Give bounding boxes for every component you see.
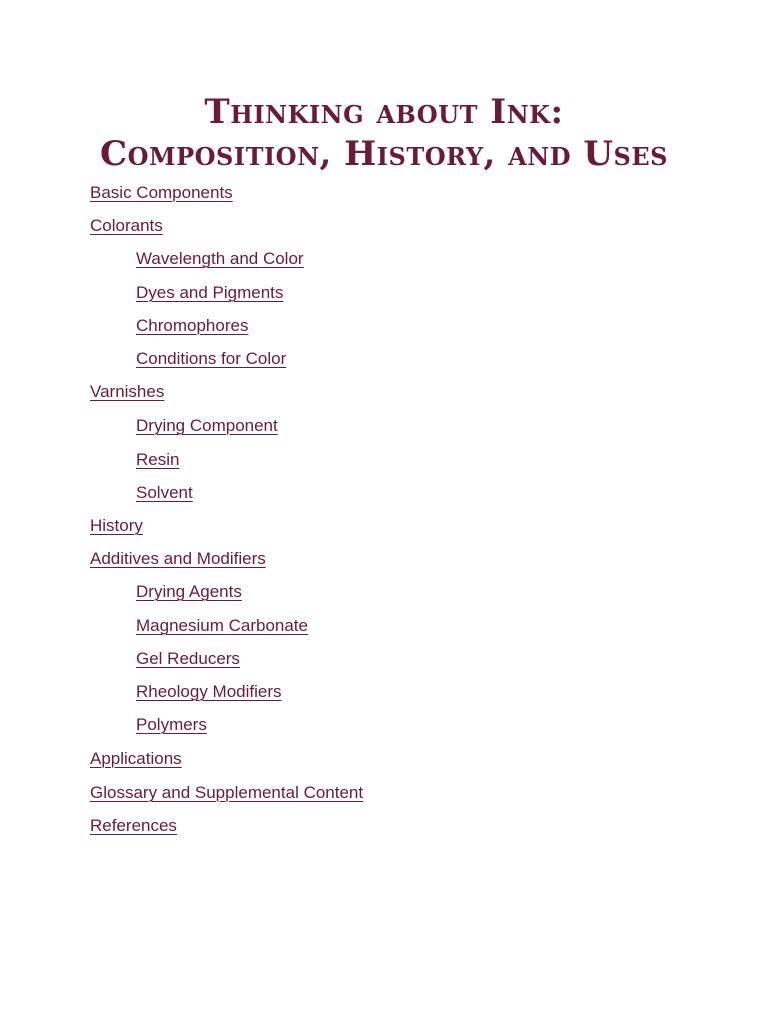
toc-link-chromophores[interactable]: Chromophores: [136, 316, 249, 335]
toc-link-dyes-and-pigments[interactable]: Dyes and Pigments: [136, 283, 284, 302]
toc-item-dyes-and-pigments: [0, 280, 283, 306]
toc-link-applications[interactable]: Applications: [90, 749, 182, 768]
toc-item-varnishes: [0, 379, 164, 405]
toc-link-wavelength-and-color[interactable]: Wavelength and Color: [136, 249, 304, 268]
toc-item-rheology-modifiers: [0, 679, 282, 705]
toc-item-conditions-for-color: [0, 346, 286, 372]
toc-item-wavelength-and-color: [0, 246, 304, 272]
toc-link-additives-and-modifiers[interactable]: Additives and Modifiers: [90, 549, 266, 568]
toc-item-glossary: [0, 780, 363, 806]
toc-item-colorants: [0, 213, 163, 239]
toc-link-references[interactable]: References: [90, 816, 177, 835]
toc-link-conditions-for-color[interactable]: Conditions for Color: [136, 349, 287, 368]
toc-item-polymers: [0, 712, 207, 738]
toc-item-additives-and-modifiers: [0, 546, 266, 572]
toc-link-rheology-modifiers[interactable]: Rheology Modifiers: [136, 682, 282, 701]
toc-link-polymers[interactable]: Polymers: [136, 715, 207, 734]
toc-item-drying-agents: [0, 579, 242, 605]
toc-link-drying-agents[interactable]: Drying Agents: [136, 582, 242, 601]
toc-item-gel-reducers: [0, 646, 240, 672]
toc-link-resin[interactable]: Resin: [136, 450, 180, 469]
document-title-line-1: Thinking about Ink:: [204, 92, 564, 132]
toc-link-basic-components[interactable]: Basic Components: [90, 183, 233, 202]
toc-link-drying-component[interactable]: Drying Component: [136, 416, 278, 435]
toc-item-drying-component: [0, 413, 278, 439]
toc-link-history[interactable]: History: [90, 516, 143, 535]
document-title-line-2: Composition, History, and Uses: [100, 134, 668, 174]
toc-item-solvent: [0, 480, 193, 506]
toc-link-varnishes[interactable]: Varnishes: [90, 382, 165, 401]
toc-item-resin: [0, 447, 179, 473]
toc-item-basic-components: [0, 180, 233, 206]
toc-item-magnesium-carbonate: [0, 613, 308, 639]
toc-item-applications: [0, 746, 182, 772]
toc-link-solvent[interactable]: Solvent: [136, 483, 193, 502]
toc-item-references: [0, 813, 177, 839]
toc-link-colorants[interactable]: Colorants: [90, 216, 163, 235]
toc-link-glossary[interactable]: Glossary and Supplemental Content: [90, 783, 364, 802]
toc-item-history: [0, 513, 143, 539]
toc-link-magnesium-carbonate[interactable]: Magnesium Carbonate: [136, 616, 308, 635]
toc-item-chromophores: [0, 313, 248, 339]
toc-link-gel-reducers[interactable]: Gel Reducers: [136, 649, 240, 668]
